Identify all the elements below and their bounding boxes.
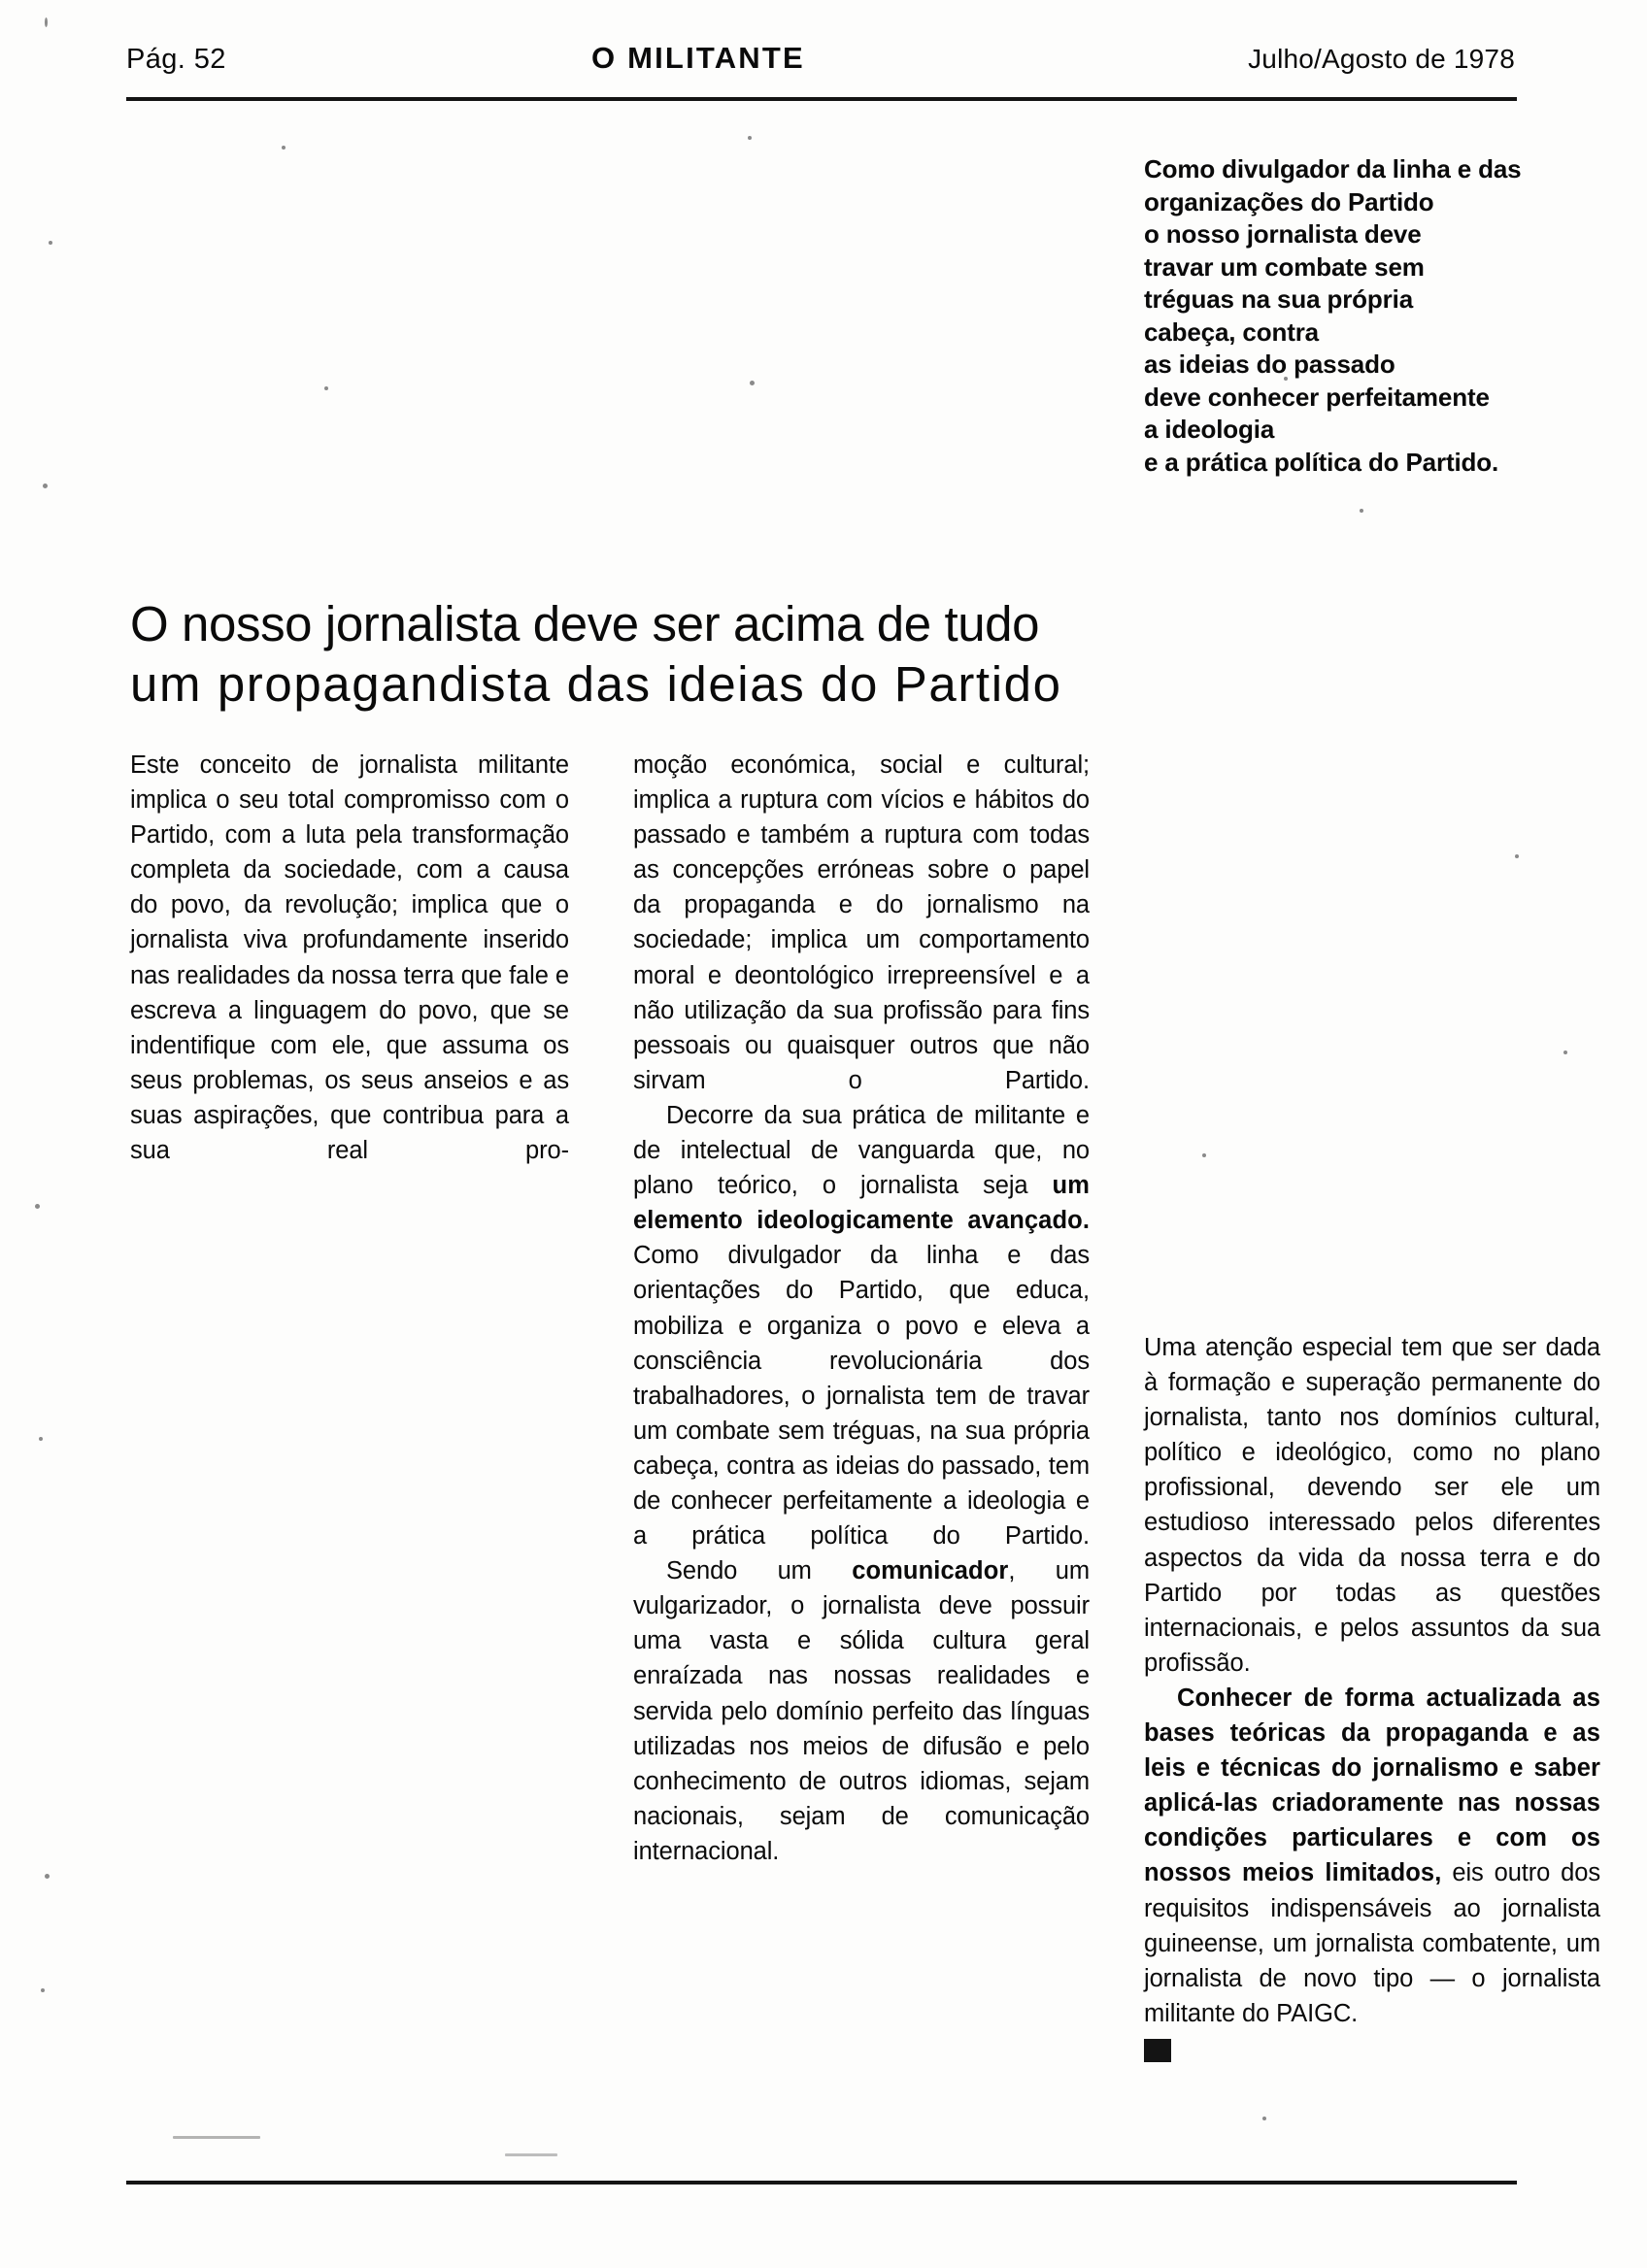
paragraph [633, 1098, 1090, 1553]
scan-speckle [748, 136, 752, 140]
page-number: Pág. 52 [126, 44, 226, 75]
paragraph: moção económica, social e cultural; implica a ruptura com vícios e hábitos do passado e também a ruptura com todas as concepções erróneas sobre o papel da propaganda e do jornalismo na sociedade; implica um comportamento moral e deontológico irrepreensível e a não utilização da sua profissão para fins pessoais ou quaisquer outros que não sirvam o Partido. [633, 751, 1090, 1094]
scan-speckle [45, 1874, 50, 1879]
standfirst-line: as ideias do passado [1144, 350, 1395, 379]
paragraph: Uma atenção especial tem que ser dada à formação e superação permanente do jornalista, tanto nos domínios cultural, político e ideológico, como no plano profissional, devendo ser ele um estudioso interessado pelos diferentes aspectos da vida da nossa terra e do Partido por todas as questões internacionais, e pelos assuntos da sua profissão. [1144, 1334, 1600, 1677]
standfirst-line: Como divulgador da linha e das [1144, 154, 1522, 183]
standfirst-block [1144, 153, 1532, 479]
body-column-2 [633, 748, 1090, 1869]
body-column-1 [130, 748, 569, 1168]
scan-speckle [173, 2136, 260, 2139]
scan-speckle [49, 241, 52, 245]
scan-speckle [1262, 2117, 1266, 2120]
publication-title: O MILITANTE [590, 41, 805, 75]
paragraph-text: Decorre da sua prática de militante e de intelectual de vanguarda que, no plano teórico, o jornalista seja [633, 1101, 1090, 1200]
standfirst-line: travar um combate sem [1144, 251, 1425, 282]
scan-speckle [282, 146, 286, 150]
scan-speckle [1360, 509, 1363, 513]
scan-speckle [505, 2153, 557, 2156]
standfirst-line: o nosso jornalista deve [1144, 219, 1422, 249]
scan-speckle [43, 484, 48, 488]
emphasis-text: um elemento ideologicamente avançado. [633, 1172, 1090, 1235]
standfirst-line: a ideologia [1144, 415, 1275, 444]
scan-speckle [35, 1204, 40, 1209]
paragraph [1144, 1681, 1600, 2031]
header-rule [126, 97, 1517, 101]
footer-rule [126, 2181, 1517, 2185]
issue-date: Julho/Agosto de 1978 [1248, 44, 1515, 74]
scan-speckle [45, 17, 48, 27]
scan-speckle [39, 1437, 43, 1441]
standfirst-line: tréguas na sua própria [1144, 284, 1413, 314]
scan-speckle [1202, 1153, 1206, 1157]
paragraph: Este conceito de jornalista militante implica o seu total compromisso com o Partido, com a luta pela transformação completa da sociedade, com a causa do povo, da revolução; implica que o jornalista viva profundamente inserido nas realidades da nossa terra que fale e escreva a linguagem do povo, que se indentifique com ele, que assuma os seus problemas, os seus anseios e as suas aspirações, que contribua para a sua real pro- [130, 751, 569, 1165]
paragraph-text: , um vulgarizador, o jornalista deve possuir uma vasta e sólida cultura geral enraízada nas nossas realidades e servida pelo domínio perfeito das línguas utilizadas nos meios de difusão e pelo conhecimento de outros idiomas, sejam nacionais, sejam de comunicação internacional. [633, 1557, 1090, 1865]
scan-speckle [1563, 1051, 1567, 1054]
standfirst-line: organizações do Partido [1144, 186, 1434, 217]
standfirst-line: cabeça, contra [1144, 317, 1319, 347]
paragraph-text: Como divulgador da linha e das orientações do Partido, que educa, mobiliza e organiza o povo e eleva a consciência revolucionária dos trabalhadores, o jornalista tem de travar um combate sem tréguas, na sua própria cabeça, contra as ideias do passado, tem de conhecer perfeitamente a ideologia e a prática política do Partido. [633, 1242, 1090, 1551]
emphasis-text: Conhecer de forma actualizada as bases teóricas da propaganda e as leis e técnicas do jornalismo e saber aplicá-las criadoramente nas nossas condições particulares e com os nossos meios limitados, [1144, 1684, 1600, 1887]
body-column-3 [1144, 1330, 1600, 2031]
emphasis-text: comunicador [852, 1557, 1009, 1585]
paragraph [633, 1553, 1090, 1869]
standfirst-line: deve conhecer perfeitamente [1144, 382, 1490, 412]
scan-speckle [1515, 854, 1519, 858]
paragraph-text: Sendo um [666, 1557, 853, 1585]
standfirst-line: e a prática política do Partido. [1144, 447, 1499, 477]
headline-line-1: O nosso jornalista deve ser acima de tudo [130, 596, 1040, 652]
masthead [126, 41, 1515, 76]
article-headline [130, 594, 1130, 715]
headline-line-2: um propagandista das ideias do Partido [130, 656, 1062, 713]
scan-speckle [324, 386, 328, 390]
end-of-article-marker [1144, 2039, 1171, 2062]
scan-speckle [750, 381, 755, 385]
paragraph-text: eis outro dos requisitos indispensáveis ao jornalista guineense, um jornalista combatente, um jornalista de novo tipo — o jornalista militante do PAIGC. [1144, 1859, 1600, 2027]
scan-speckle [41, 1988, 45, 1992]
